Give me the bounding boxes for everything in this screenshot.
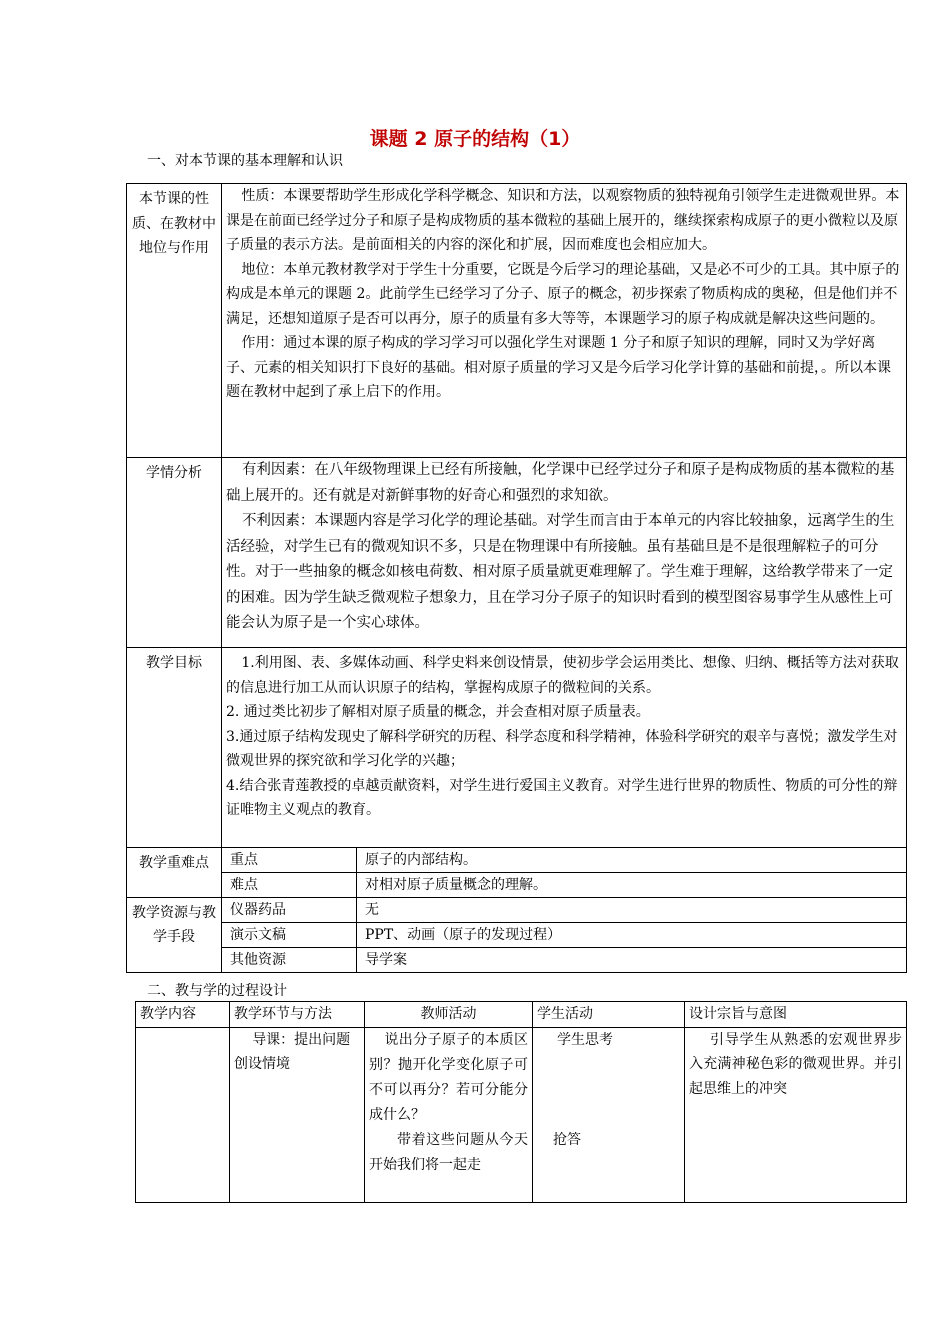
section-heading-1: 一、对本节课的基本理解和认识 <box>147 153 343 169</box>
process-step-text: 导课：提出问题创设情境 <box>234 1031 351 1072</box>
unfavorable-factors: 不利因素：本课题内容是学习化学的理论基础。对学生而言由于本单元的内容比较抽象，远离学生的生活经验，对学生已有的微观知识不多，只是在物理课中有所接触。虽有基础旦是不是很理解粒子的可分性。对于一些抽象的概念如核电荷数、相对原子质量就更难理解了。学生难于理解，这给教学带来了一定的困难。因为学生缺乏微观粒子想象力，且在学习分子原子的知识时看到的模型图容易事学生从感性上可能会认为原子是一个实心球体。 <box>226 513 895 631</box>
section-heading-2: 二、教与学的过程设计 <box>147 983 287 999</box>
position-paragraph: 地位：本单元教材教学对于学生十分重要，它既是今后学习的理论基础，又是必不可少的工具。其中原子的构成是本单元的课题 2。此前学生已经学习了分子、原子的概念，初步探索了物质构成的奥秘，但是他们并不满足，还想知道原子是否可以再分，原子的质量有多大等等，本课题学习的原子构成就是解决这些问题的。 <box>226 261 900 327</box>
overview-table <box>126 183 907 973</box>
goal-1: 1.利用图、表、多媒体动画、科学史料来创设情景，使初步学会运用类比、想像、归纳、概括等方法对获取的信息进行加工从而认识原子的结构，掌握构成原子的微粒间的关系。 <box>226 655 899 696</box>
process-teacher-cell <box>365 1027 533 1202</box>
other-resources-value: 导学案 <box>357 948 907 973</box>
goal-3: 3.通过原子结构发现史了解科学研究的历程、科学态度和科学精神，体验科学研究的艰辛与喜悦；激发学生对微观世界的探究欲和学习化学的兴趣； <box>226 728 898 769</box>
intent-text: 引导学生从熟悉的宏观世界步入充满神秘色彩的微观世界。并引起思维上的冲突 <box>689 1031 902 1097</box>
other-resources-label: 其他资源 <box>222 948 357 973</box>
header-content: 教学内容 <box>136 1002 230 1028</box>
slides-label: 演示文稿 <box>222 923 357 948</box>
key-point-label: 重点 <box>222 848 357 873</box>
key-point-value: 原子的内部结构。 <box>357 848 907 873</box>
teacher-questions: 说出分子原子的本质区别？抛开化学变化原子可不可以再分？若可分能分成什么？ <box>369 1031 528 1123</box>
header-step: 教学环节与方法 <box>230 1002 365 1028</box>
process-table <box>135 1001 907 1203</box>
slides-value: PPT、动画（原子的发现过程） <box>357 923 907 948</box>
nature-label: 本节课的性质、在教材中地位与作用 <box>127 184 222 458</box>
difficulty-value: 对相对原子质量概念的理解。 <box>357 873 907 898</box>
process-intent-cell <box>685 1027 907 1202</box>
header-teacher: 教师活动 <box>365 1002 533 1028</box>
analysis-content <box>222 458 907 648</box>
page-title: 课题 2 原子的结构（1） <box>369 128 581 150</box>
favorable-factors: 有利因素：在八年级物理课上已经有所接触，化学课中已经学过分子和原子是构成物质的基本微粒的基础上展开的。还有就是对新鲜事物的好奇心和强烈的求知欲。 <box>226 462 895 504</box>
header-intent: 设计宗旨与意图 <box>685 1002 907 1028</box>
process-student-cell <box>533 1027 685 1202</box>
goal-2: 2. 通过类比初步了解相对原子质量的概念，并会查相对原子质量表。 <box>226 704 650 720</box>
goal-4: 4.结合张青莲教授的卓越贡献资料，对学生进行爱国主义教育。对学生进行世界的物质性、物质的可分性的辩证唯物主义观点的教育。 <box>226 777 898 818</box>
student-think: 学生思考 <box>557 1031 613 1048</box>
teacher-lead-in: 带着这些问题从今天开始我们将一起走 <box>369 1131 528 1173</box>
goals-content <box>222 648 907 848</box>
nature-content <box>222 184 907 458</box>
nature-paragraph: 性质：本课要帮助学生形成化学科学概念、知识和方法，以观察物质的独特视角引领学生走进微观世界。本课是在前面已经学过分子和原子是构成物质的基本微粒的基础上展开的，继续探索构成原子的更小微粒以及原子质量的表示方法。是前面相关的内容的深化和扩展，因而难度也会相应加大。 <box>226 188 900 253</box>
difficulty-label: 难点 <box>222 873 357 898</box>
header-student: 学生活动 <box>533 1002 685 1028</box>
goals-label: 教学目标 <box>127 648 222 848</box>
key-label: 教学重难点 <box>127 848 222 898</box>
role-paragraph: 作用：通过本课的原子构成的学习学习可以强化学生对课题 1 分子和原子知识的理解，同时又为学好离子、元素的相关知识打下良好的基础。相对原子质量的学习又是今后学习化学计算的基础和前提，。所以本课题在教材中起到了承上启下的作用。 <box>226 335 891 400</box>
resources-label: 教学资源与教学手段 <box>127 898 222 973</box>
equipment-label: 仪器药品 <box>222 898 357 923</box>
process-step-cell <box>230 1027 365 1202</box>
analysis-label: 学情分析 <box>127 458 222 648</box>
equipment-value: 无 <box>357 898 907 923</box>
student-answer: 抢答 <box>553 1131 581 1148</box>
process-content-cell <box>136 1027 230 1202</box>
